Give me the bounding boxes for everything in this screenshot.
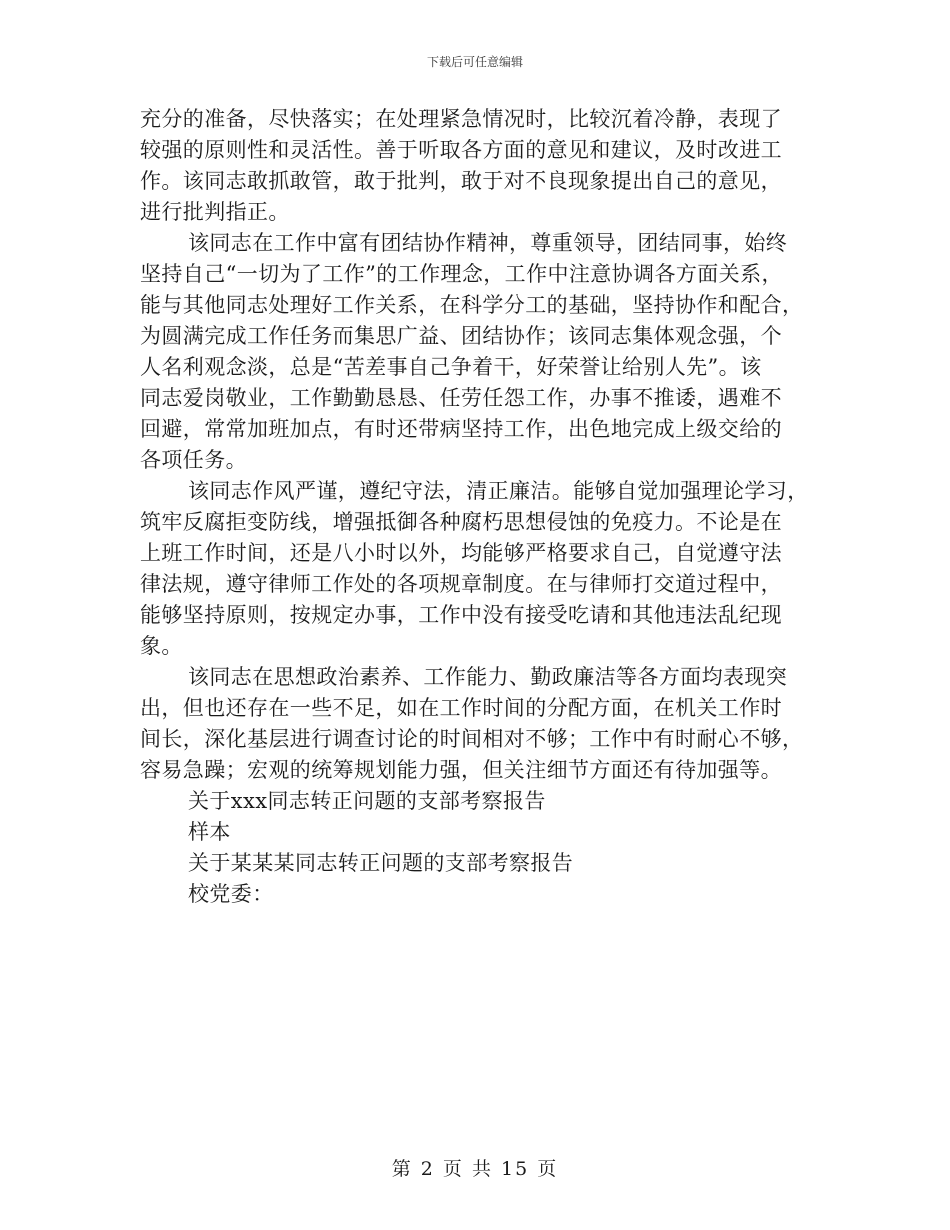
text-line: 律法规，遵守律师工作处的各项规章制度。在与律师打交道过程中，: [140, 572, 782, 596]
text-line: 人名利观念淡，总是“苦差事自己争着干，好荣誉让给别人先”。该: [140, 355, 762, 379]
text-line: 象。: [140, 634, 183, 658]
document-body: [140, 104, 820, 910]
text-line: 进行批判指正。: [140, 200, 290, 224]
text-line: 筑牢反腐拒变防线，增强抵御各种腐朽思想侵蚀的免疫力。不论是在: [140, 510, 782, 534]
text-line: 坚持自己“一切为了工作”的工作理念，工作中注意协调各方面关系，: [140, 262, 783, 286]
text-line: 能与其他同志处理好工作关系，在科学分工的基础，坚持协作和配合，: [140, 293, 804, 317]
report-title: [140, 786, 820, 817]
paragraph-1: [140, 104, 820, 228]
text-line: 回避，常常加班加点，有时还带病坚持工作，出色地完成上级交给的: [140, 417, 782, 441]
text-line: 较强的原则性和灵活性。善于听取各方面的意见和建议，及时改进工: [140, 138, 782, 162]
page-header: 下载后可任意编辑: [426, 55, 523, 69]
text-line: 能够坚持原则，按规定办事，工作中没有接受吃请和其他违法乱纪现: [140, 603, 782, 627]
text-line: 充分的准备，尽快落实；在处理紧急情况时，比较沉着冷静，表现了: [140, 107, 782, 131]
sample-title: [140, 848, 820, 879]
paragraph-3: [140, 476, 820, 662]
text-line: 该同志在思想政治素养、工作能力、勤政廉洁等各方面均表现突: [188, 665, 788, 689]
text-line: 容易急躁；宏观的统筹规划能力强，但关注细节方面还有待加强等。: [140, 758, 782, 782]
text-line: 校党委：: [188, 882, 274, 906]
text-line: 该同志在工作中富有团结协作精神，尊重领导，团结同事，始终: [188, 231, 788, 255]
paragraph-2: [140, 228, 820, 476]
text-line: 为圆满完成工作任务而集思广益、团结协作；该同志集体观念强，个: [140, 324, 782, 348]
text-line: 样本: [188, 820, 231, 844]
paragraph-4: [140, 662, 820, 786]
text-line: 各项任务。: [140, 448, 247, 472]
text-line: 该同志作风严谨，遵纪守法，清正廉洁。能够自觉加强理论学习，: [188, 479, 809, 503]
page-number: 第 2 页 共 15 页: [391, 1158, 559, 1180]
text-line: 间长，深化基层进行调查讨论的时间相对不够；工作中有时耐心不够，: [140, 727, 804, 751]
text-line: 关于xxx同志转正问题的支部考察报告: [188, 789, 546, 813]
text-line: 关于某某某同志转正问题的支部考察报告: [188, 851, 574, 875]
text-line: 上班工作时间，还是八小时以外，均能够严格要求自己，自觉遵守法: [140, 541, 782, 565]
text-line: 出，但也还存在一些不足，如在工作时间的分配方面，在机关工作时: [140, 696, 782, 720]
text-line: 作。该同志敢抓敢管，敢于批判，敢于对不良现象提出自己的意见，: [140, 169, 782, 193]
text-line: 同志爱岗敬业，工作勤勤恳恳、任劳任怨工作，办事不推诿，遇难不: [140, 386, 782, 410]
salutation: [140, 879, 820, 910]
sample-label: [140, 817, 820, 848]
